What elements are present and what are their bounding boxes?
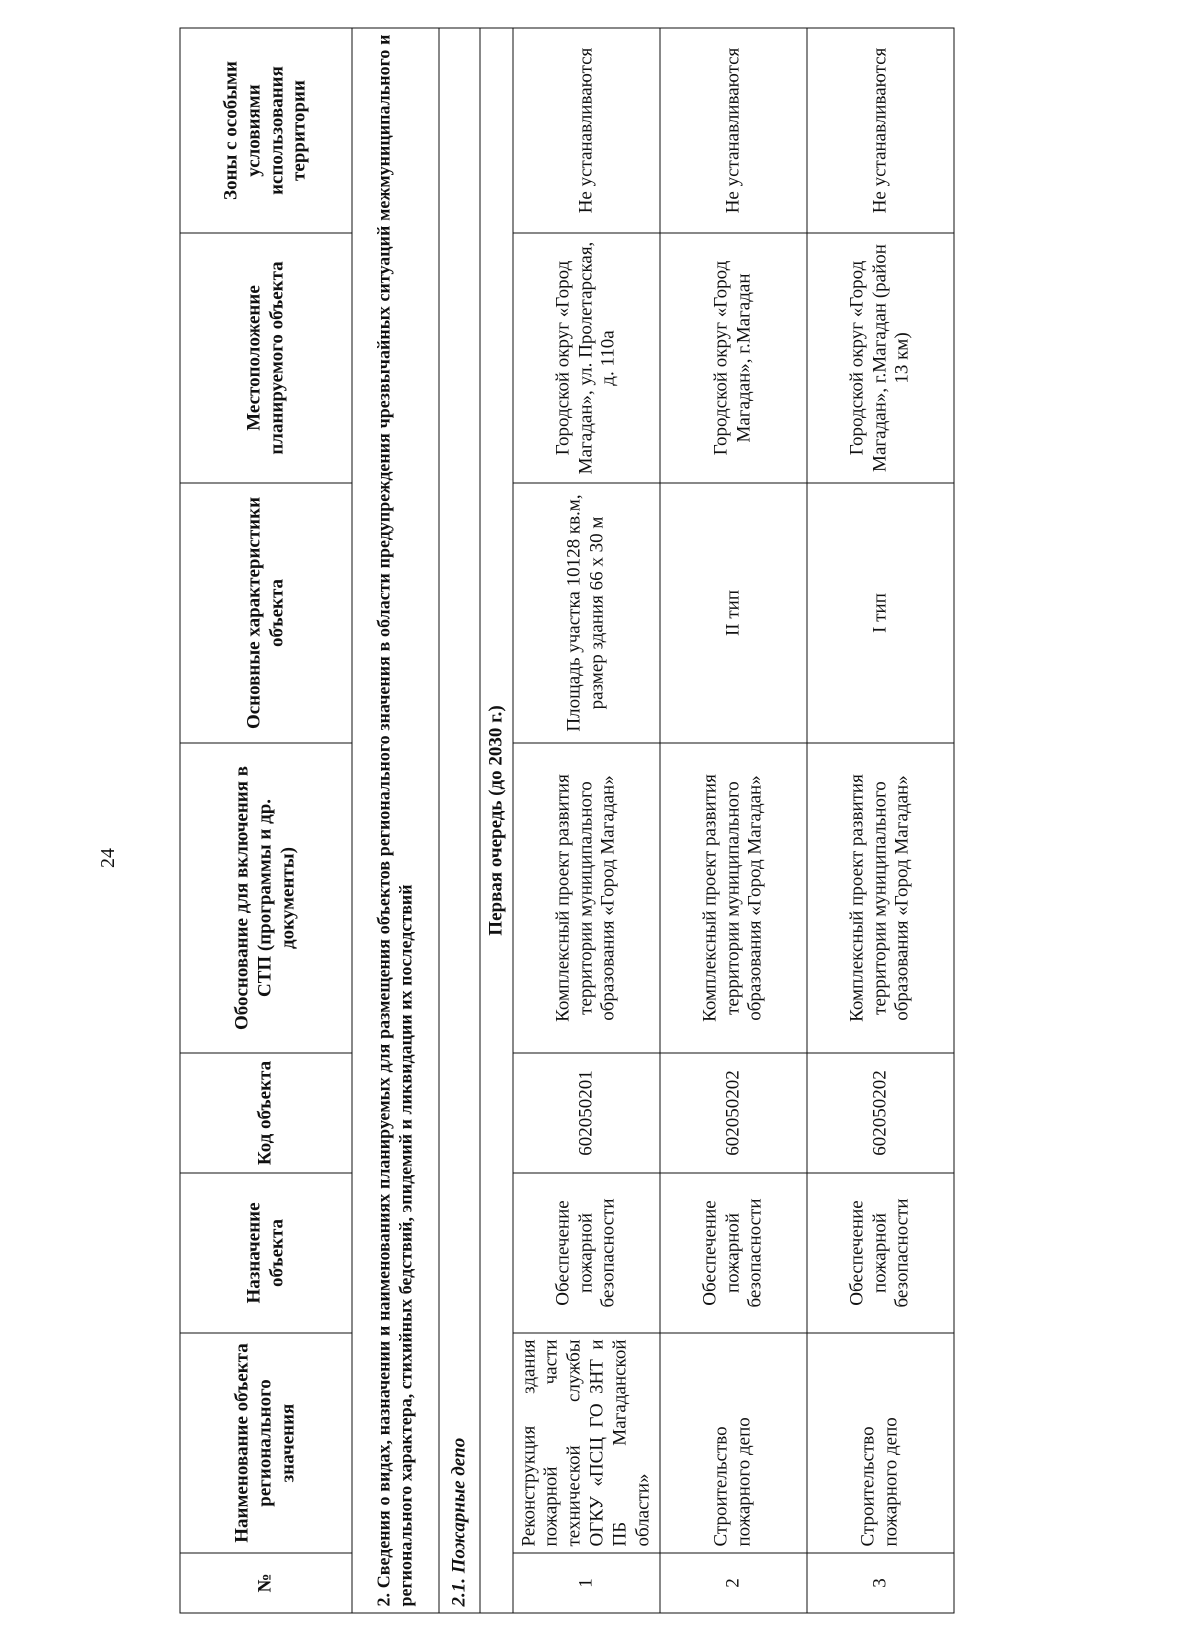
stage-title: Первая очередь (до 2030 г.) [480,28,513,1613]
subsection-row [439,28,480,1613]
header-code: Код объекта [180,1053,352,1173]
header-location: Местоположение планируемого объекта [180,233,352,483]
cell-code: 602050202 [660,1053,807,1173]
cell-location: Городской округ «Город Магадан», г.Магадан (район 13 км) [807,233,954,483]
section-title: 2. Сведения о видах, назначении и наименованиях планируемых для размещения объектов регионального значения в области предупреждения чрезвычайных ситуаций межмуниципального и регионального характера, стихийных бедствий, эпидемий и ликвидации их последствий [352,28,439,1613]
objects-table [180,28,955,1614]
header-zones: Зоны с особыми условиями использования территории [180,28,352,233]
cell-purpose: Обеспечение пожарной безопасности [807,1173,954,1333]
cell-zones: Не устанавливаются [513,28,660,233]
page-number: 24 [96,848,119,868]
table-row [807,28,954,1613]
cell-code: 602050202 [807,1053,954,1173]
subsection-title: 2.1. Пожарные депо [439,28,480,1613]
cell-basis: Комплексный проект развития территории муниципального образования «Город Магадан» [660,743,807,1053]
cell-code: 602050201 [513,1053,660,1173]
header-row [180,28,352,1613]
table-row [660,28,807,1613]
cell-characteristics: I тип [807,483,954,743]
cell-zones: Не устанавливаются [660,28,807,233]
cell-basis: Комплексный проект развития территории муниципального образования «Город Магадан» [513,743,660,1053]
cell-characteristics: II тип [660,483,807,743]
table-row [513,28,660,1613]
header-name: Наименование объекта регионального значения [180,1333,352,1553]
cell-basis: Комплексный проект развития территории муниципального образования «Город Магадан» [807,743,954,1053]
cell-name: Строительство пожарного депо [660,1333,807,1553]
cell-purpose: Обеспечение пожарной безопасности [513,1173,660,1333]
header-purpose: Назначение объекта [180,1173,352,1333]
cell-num: 2 [660,1553,807,1613]
header-num: № [180,1553,352,1613]
cell-characteristics: Площадь участка 10128 кв.м, размер здания 66 х 30 м [513,483,660,743]
stage-row [480,28,513,1613]
cell-name: Строительство пожарного депо [807,1333,954,1553]
cell-name: Реконструкция здания пожарной части технической службы ОГКУ «ПСЦ ГО ЗНТ и ПБ Магаданской области» [513,1333,660,1553]
section-row [352,28,439,1613]
cell-num: 3 [807,1553,954,1613]
header-basis: Обоснование для включения в СТП (программы и др. документы) [180,743,352,1053]
cell-purpose: Обеспечение пожарной безопасности [660,1173,807,1333]
cell-num: 1 [513,1553,660,1613]
cell-zones: Не устанавливаются [807,28,954,233]
cell-location: Городской округ «Город Магадан», г.Магадан [660,233,807,483]
cell-location: Городской округ «Город Магадан», ул. Пролетарская, д. 110а [513,233,660,483]
rotated-table-wrapper [180,29,922,1614]
header-characteristics: Основные характеристики объекта [180,483,352,743]
